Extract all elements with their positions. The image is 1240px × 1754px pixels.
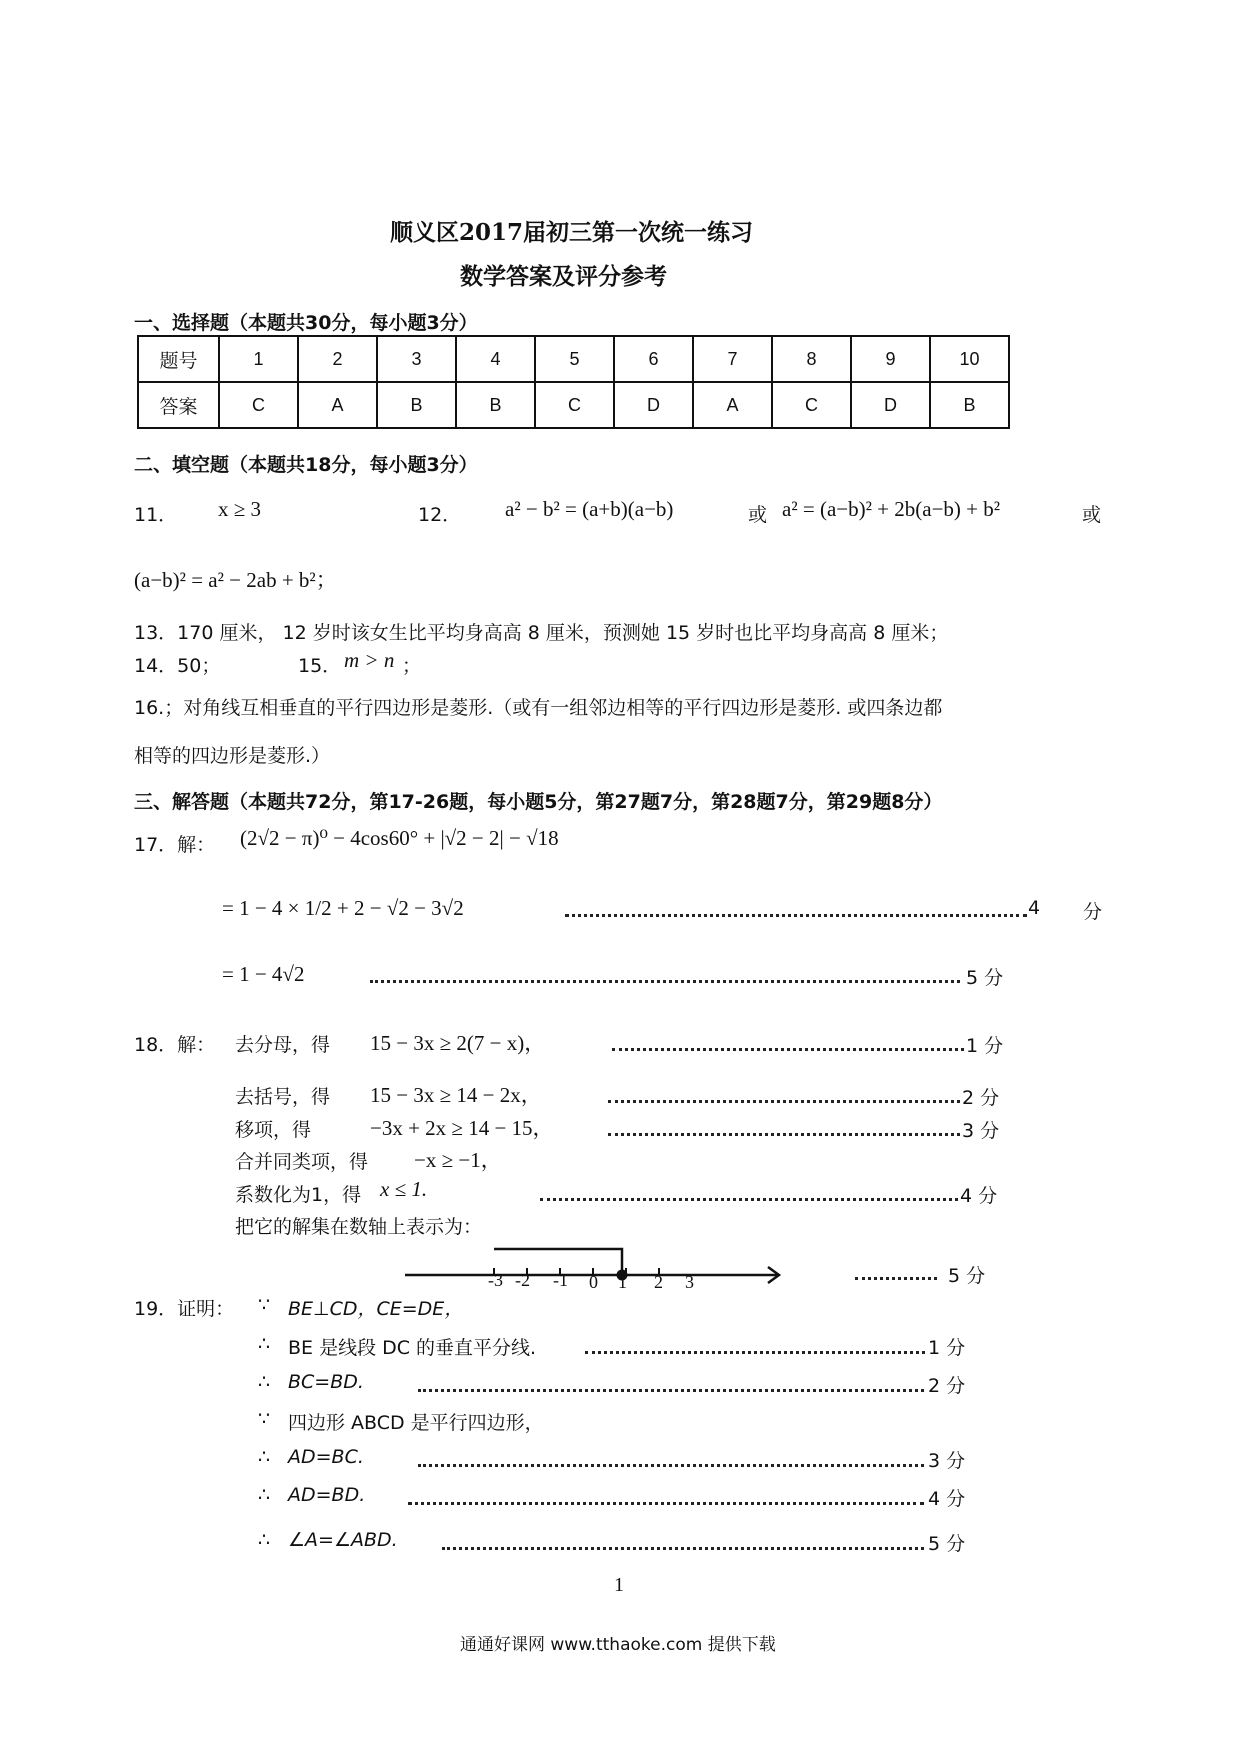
- table-cell: A: [693, 382, 772, 428]
- table-cell: B: [456, 382, 535, 428]
- q18-step-expr: 15 − 3x ≥ 14 − 2x，: [370, 1083, 542, 1107]
- q18-step-desc: 合并同类项，得: [235, 1151, 369, 1173]
- proof-step-score: 2 分: [928, 1375, 966, 1397]
- proof-step-text: ∠A=∠ABD.: [288, 1529, 398, 1551]
- q19-label: 19．证明：: [134, 1298, 235, 1320]
- row-header: 题号: [138, 336, 219, 382]
- section3-heading: 三、解答题（本题共72分，第17-26题，每小题5分，第27题7分，第28题7分，第29题8分）: [134, 791, 943, 813]
- table-cell: 4: [456, 336, 535, 382]
- proof-symbol: ∴: [258, 1484, 271, 1506]
- q14-answer: 14．50；: [134, 655, 221, 677]
- section2-heading: 二、填空题（本题共18分，每小题3分）: [134, 454, 478, 476]
- q12-or-2: 或: [1082, 504, 1102, 526]
- table-cell: 10: [930, 336, 1009, 382]
- q12-answer-part3: (a−b)² = a² − 2ab + b²；: [134, 568, 337, 592]
- q18-step-desc: 去分母，得: [235, 1034, 331, 1056]
- table-row-numbers: [138, 336, 1009, 382]
- q18-step-score: 4 分: [960, 1185, 998, 1207]
- q18-step-desc: 去括号，得: [235, 1086, 331, 1108]
- tick-label: 3: [685, 1272, 694, 1292]
- q13-answer: 13．170 厘米， 12 岁时该女生比平均身高高 8 厘米，预测她 15 岁时也比平均身高高 8 厘米；: [134, 622, 949, 644]
- table-cell: 5: [535, 336, 614, 382]
- q18-label: 18．解：: [134, 1034, 216, 1056]
- q12-answer-part2: a² = (a−b)² + 2b(a−b) + b²: [782, 497, 1001, 521]
- q16-line2: 相等的四边形是菱形.）: [134, 745, 331, 767]
- q15-answer: m > n: [344, 648, 395, 672]
- proof-step-text: AD=BC.: [288, 1446, 364, 1468]
- q11-number: 11．: [134, 504, 178, 526]
- table-cell: 2: [298, 336, 377, 382]
- dot-leader: [608, 1100, 960, 1103]
- q17-step2-score: 5 分: [966, 967, 1004, 989]
- dot-leader: [540, 1198, 958, 1201]
- table-cell: 7: [693, 336, 772, 382]
- proof-symbol: ∴: [258, 1371, 271, 1393]
- table-row-answers: [138, 382, 1009, 428]
- row-header: 答案: [138, 382, 219, 428]
- q17-step1-unit: 分: [1083, 901, 1103, 923]
- tick-label: 1: [618, 1272, 627, 1292]
- dot-leader: [408, 1502, 924, 1505]
- q18-step-score: 2 分: [962, 1087, 1000, 1109]
- numberline-caption: 把它的解集在数轴上表示为：: [235, 1216, 483, 1238]
- footer-source: 通通好课网 www.tthaoke.com 提供下载: [460, 1635, 776, 1655]
- proof-step-text: BC=BD.: [288, 1371, 364, 1393]
- table-cell: 6: [614, 336, 693, 382]
- table-cell: 3: [377, 336, 456, 382]
- proof-symbol: ∴: [258, 1529, 271, 1551]
- dot-leader: [565, 914, 1027, 917]
- section1-heading: 一、选择题（本题共30分，每小题3分）: [134, 312, 478, 334]
- proof-symbol: ∵: [258, 1408, 271, 1430]
- document-subtitle: 数学答案及评分参考: [460, 263, 667, 290]
- table-cell: D: [614, 382, 693, 428]
- page-number: 1: [614, 1574, 624, 1596]
- q12-or-1: 或: [748, 504, 768, 526]
- dot-leader: [418, 1464, 924, 1467]
- q17-step2: = 1 − 4√2: [222, 962, 305, 986]
- q15-number: 15．: [298, 655, 342, 677]
- q12-answer-part1: a² − b² = (a+b)(a−b): [505, 497, 674, 521]
- table-cell: B: [930, 382, 1009, 428]
- tick-label: 2: [654, 1272, 663, 1292]
- answer-table: [137, 335, 1010, 429]
- q18-step-score: 3 分: [962, 1120, 1000, 1142]
- table-cell: C: [772, 382, 851, 428]
- proof-symbol: ∴: [258, 1446, 271, 1468]
- dot-leader: [370, 980, 960, 983]
- table-cell: A: [298, 382, 377, 428]
- table-cell: C: [219, 382, 298, 428]
- dot-leader: [418, 1389, 924, 1392]
- q15-suffix: ；: [402, 655, 422, 677]
- q18-step-expr: x ≤ 1.: [380, 1177, 428, 1201]
- table-cell: B: [377, 382, 456, 428]
- table-cell: 9: [851, 336, 930, 382]
- q17-step1: = 1 − 4 × 1/2 + 2 − √2 − 3√2: [222, 896, 464, 920]
- tick-label: 0: [589, 1272, 598, 1292]
- tick-label: -2: [515, 1270, 530, 1290]
- dot-leader: [855, 1277, 937, 1280]
- proof-step-score: 1 分: [928, 1337, 966, 1359]
- dot-leader: [612, 1048, 964, 1051]
- q11-answer: x ≥ 3: [218, 497, 262, 521]
- q18-step-expr: −x ≥ −1，: [414, 1148, 502, 1172]
- q17-expression: (2√2 − π)⁰ − 4cos60° + |√2 − 2| − √18: [240, 826, 559, 850]
- proof-step-text: BE⊥CD，CE=DE，: [288, 1298, 464, 1320]
- q18-step-score: 1 分: [966, 1035, 1004, 1057]
- tick-label: -3: [488, 1270, 503, 1290]
- tick-label: -1: [553, 1270, 568, 1290]
- dot-leader: [585, 1351, 925, 1354]
- table-cell: D: [851, 382, 930, 428]
- q18-step-desc: 移项，得: [235, 1119, 312, 1141]
- table-cell: C: [535, 382, 614, 428]
- q18-step-expr: −3x + 2x ≥ 14 − 15，: [370, 1116, 554, 1140]
- dot-leader: [442, 1547, 924, 1550]
- q16-line1: 16.；对角线互相垂直的平行四边形是菱形.（或有一组邻边相等的平行四边形是菱形. 或四条边都: [134, 697, 943, 719]
- proof-step-score: 5 分: [928, 1533, 966, 1555]
- table-cell: 1: [219, 336, 298, 382]
- q12-number: 12．: [418, 504, 462, 526]
- proof-step-text: AD=BD.: [288, 1484, 366, 1506]
- q18-step-desc: 系数化为1，得: [235, 1184, 362, 1206]
- proof-step-score: 4 分: [928, 1488, 966, 1510]
- q17-step1-score: 4: [1028, 897, 1041, 919]
- q18-step-expr: 15 − 3x ≥ 2(7 − x)，: [370, 1031, 546, 1055]
- proof-symbol: ∴: [258, 1333, 271, 1355]
- proof-step-text: BE 是线段 DC 的垂直平分线.: [288, 1337, 537, 1359]
- proof-step-score: 3 分: [928, 1450, 966, 1472]
- dot-leader: [608, 1133, 960, 1136]
- table-cell: 8: [772, 336, 851, 382]
- document-title: 顺义区2017届初三第一次统一练习: [390, 219, 754, 246]
- proof-symbol: ∵: [258, 1294, 271, 1316]
- numberline-score: 5 分: [948, 1265, 986, 1287]
- q17-label: 17．解：: [134, 834, 216, 856]
- proof-step-text: 四边形 ABCD 是平行四边形，: [288, 1412, 544, 1434]
